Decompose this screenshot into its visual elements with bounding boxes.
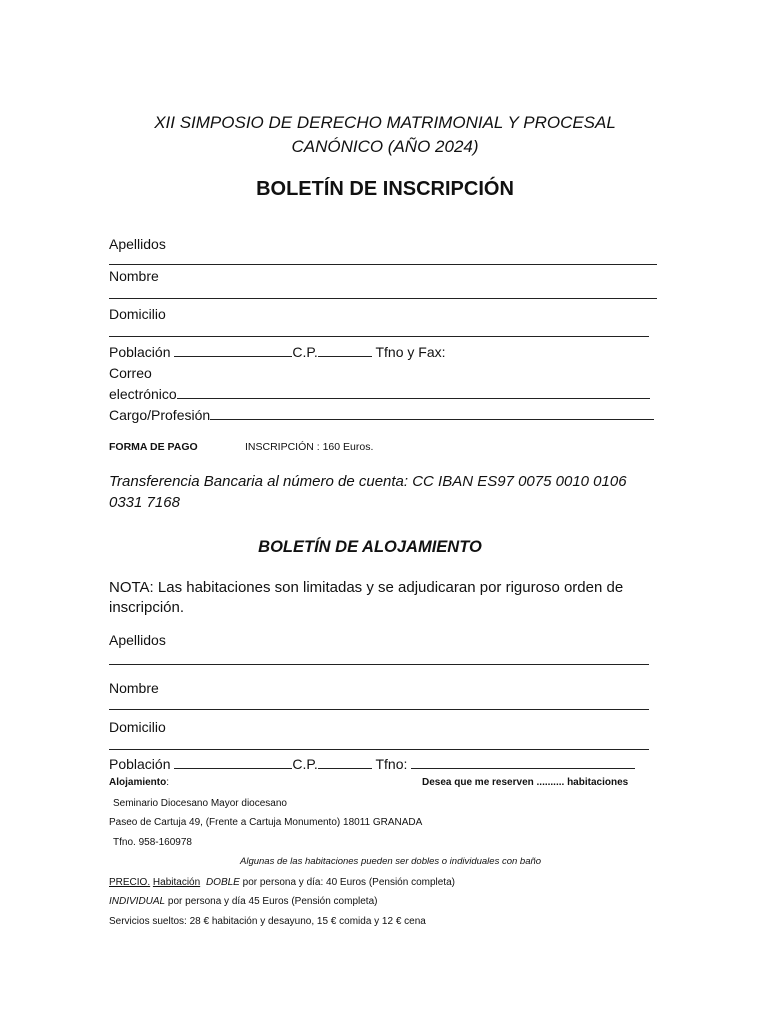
correo-label: Correo (109, 365, 152, 381)
aloj-domicilio-label: Domicilio (109, 719, 166, 735)
telefono-text: Tfno. 958-160978 (113, 837, 192, 848)
cargo-field[interactable] (210, 406, 654, 420)
symposium-title-line1: XII SIMPOSIO DE DERECHO MATRIMONIAL Y PROCESAL (154, 113, 616, 132)
nota-line2: inscripción. (109, 599, 185, 616)
electronico-label: electrónico (109, 386, 177, 402)
nota-habitaciones: Algunas de las habitaciones pueden ser dobles o individuales con baño (240, 856, 542, 867)
transferencia-line2: 0331 7168 (109, 494, 180, 511)
aloj-poblacion-field[interactable] (174, 755, 292, 769)
inscripcion-heading: BOLETÍN DE INSCRIPCIÓN (256, 178, 514, 200)
symposium-title-line2: CANÓNICO (AÑO 2024) (291, 137, 479, 156)
poblacion-label: Población (109, 344, 171, 360)
aloj-poblacion-label: Población (109, 756, 171, 772)
poblacion-field[interactable] (174, 343, 292, 357)
direccion-text: Paseo de Cartuja 49, (Frente a Cartuja Monumento) 18011 GRANADA (109, 817, 423, 828)
forma-pago-label: FORMA DE PAGO (109, 441, 198, 453)
apellidos-field[interactable] (109, 264, 657, 265)
aloj-apellidos-label: Apellidos (109, 632, 166, 648)
desea-reserven-text: Desea que me reserven .......... habitaciones (422, 777, 629, 788)
aloj-tfno-field[interactable] (411, 755, 635, 769)
forma-pago-value: INSCRIPCIÓN : 160 Euros. (245, 441, 374, 453)
email-field[interactable] (177, 385, 650, 399)
aloj-domicilio-field[interactable] (109, 749, 649, 750)
poblacion-row (109, 343, 446, 361)
servicios-text: Servicios sueltos: 28 € habitación y desayuno, 15 € comida y 12 € cena (109, 916, 426, 927)
precio-doble-row (109, 876, 455, 889)
nota-line1: NOTA: Las habitaciones son limitadas y se adjudicaran por riguroso orden de (109, 579, 624, 596)
domicilio-label: Domicilio (109, 306, 166, 322)
electronico-row (109, 385, 650, 403)
precio-individual-row (109, 895, 377, 908)
aloj-nombre-label: Nombre (109, 680, 159, 696)
alojamiento-label: Alojamiento (109, 777, 167, 788)
precio-label: PRECIO. (109, 877, 151, 888)
aloj-cp-label: C.P. (292, 756, 318, 772)
alojamiento-heading: BOLETÍN DE ALOJAMIENTO (258, 538, 482, 556)
nombre-label: Nombre (109, 268, 159, 284)
precio-individual-text: por persona y día 45 Euros (Pensión completa) (167, 896, 378, 907)
cargo-row (109, 406, 654, 424)
alojamiento-colon: : (166, 777, 170, 788)
domicilio-field[interactable] (109, 336, 649, 337)
aloj-cp-field[interactable] (318, 755, 372, 769)
precio-doble: DOBLE (205, 877, 240, 888)
cp-field[interactable] (318, 343, 372, 357)
cargo-label: Cargo/Profesión (109, 407, 211, 423)
precio-individual: INDIVIDUAL (109, 896, 166, 907)
lugar-text: Seminario Diocesano Mayor diocesano (113, 798, 287, 809)
aloj-tfno-label: Tfno: (375, 756, 408, 772)
aloj-apellidos-field[interactable] (109, 664, 649, 665)
alojamiento-label-row (109, 777, 169, 788)
precio-doble-text: por persona y día: 40 Euros (Pensión completa) (242, 877, 455, 888)
precio-habitacion: Habitación (152, 877, 201, 888)
apellidos-label: Apellidos (109, 236, 166, 252)
aloj-nombre-field[interactable] (109, 709, 649, 710)
transferencia-line1: Transferencia Bancaria al número de cuenta: CC IBAN ES97 0075 0010 0106 (109, 473, 627, 490)
aloj-poblacion-row (109, 755, 635, 773)
cp-label: C.P. (292, 344, 318, 360)
nombre-field[interactable] (109, 298, 657, 299)
tfno-fax-label: Tfno y Fax: (375, 344, 446, 360)
